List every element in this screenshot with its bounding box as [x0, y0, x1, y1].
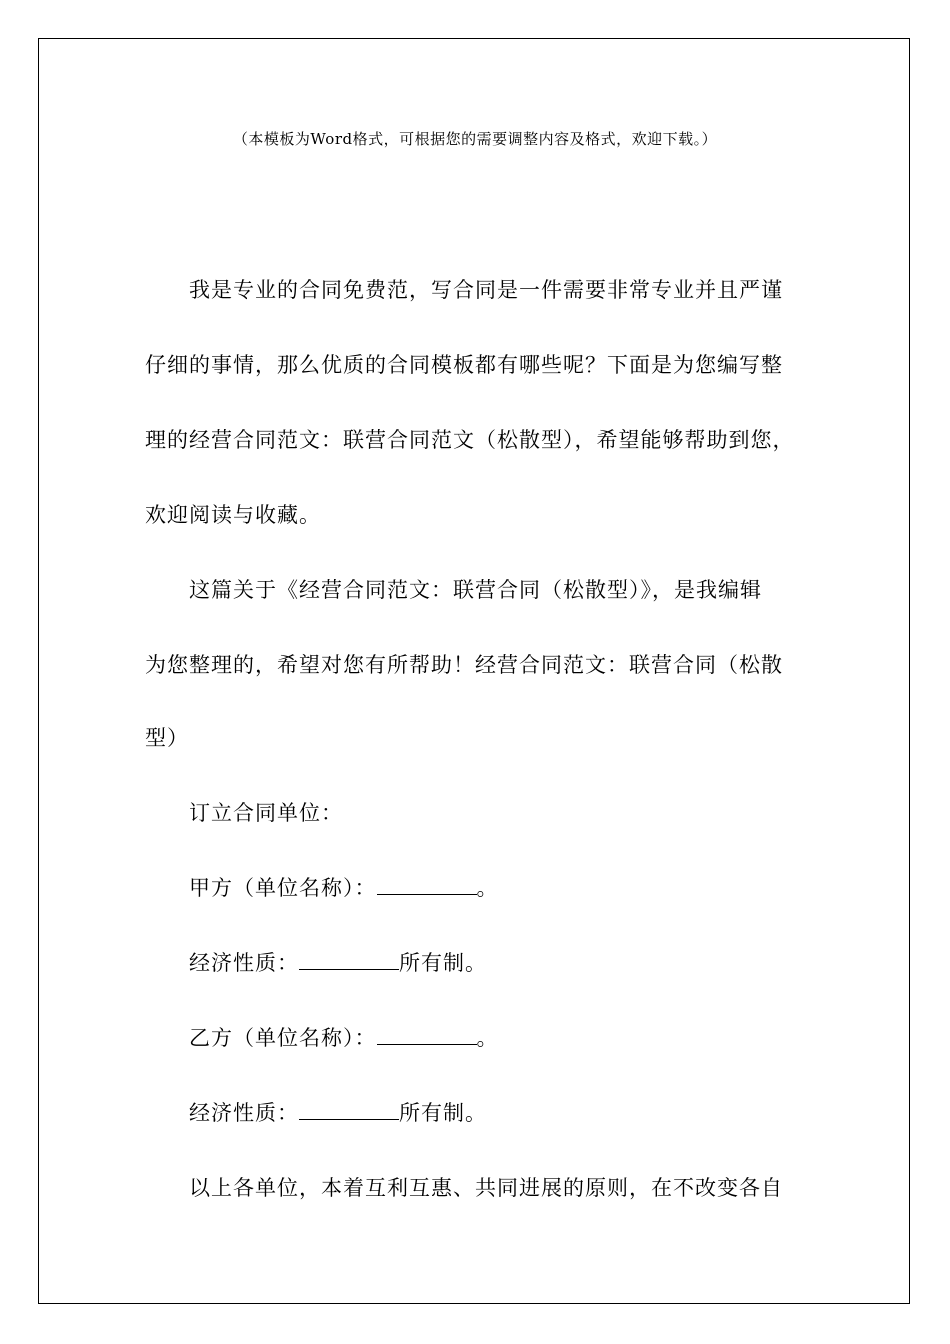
party-a-line: [145, 872, 815, 902]
party-a-nature-blank: [299, 951, 399, 970]
party-a-name-blank: [377, 876, 477, 895]
party-a-suffix: 。: [476, 876, 499, 900]
party-b-nature-line: [145, 1097, 815, 1127]
party-b-label: 乙方（单位名称）：: [189, 1026, 377, 1050]
intro-line-3: 理的经营合同范文：联营合同范文（松散型），希望能够帮助到您，: [145, 428, 795, 452]
party-b-name-blank: [377, 1026, 477, 1045]
party-b-nature-suffix: 所有制。: [399, 1101, 487, 1125]
party-b-line: [145, 1022, 815, 1052]
article-line-3: 型）: [145, 726, 189, 750]
party-b-nature-blank: [299, 1101, 399, 1120]
party-a-label: 甲方（单位名称）：: [189, 876, 377, 900]
party-a-nature-suffix: 所有制。: [399, 951, 487, 975]
closing-line: 以上各单位，本着互利互惠、共同进展的原则，在不改变各自: [189, 1176, 783, 1200]
intro-line-4: 欢迎阅读与收藏。: [145, 503, 321, 527]
intro-line-2: 仔细的事情，那么优质的合同模板都有哪些呢？下面是为您编写整: [145, 353, 783, 377]
intro-line-1: 我是专业的合同免费范，写合同是一件需要非常专业并且严谨: [189, 278, 783, 302]
parties-heading: 订立合同单位：: [189, 801, 343, 825]
party-b-nature-label: 经济性质：: [189, 1101, 299, 1125]
party-a-nature-label: 经济性质：: [189, 951, 299, 975]
party-a-nature-line: [145, 947, 815, 977]
party-b-suffix: 。: [476, 1026, 499, 1050]
article-line-2: 为您整理的，希望对您有所帮助！经营合同范文：联营合同（松散: [145, 653, 783, 677]
template-note: （本模板为Word格式，可根据您的需要调整内容及格式，欢迎下载。）: [232, 130, 718, 148]
article-line-1: 这篇关于《经营合同范文：联营合同（松散型）》，是我编辑: [189, 578, 762, 602]
